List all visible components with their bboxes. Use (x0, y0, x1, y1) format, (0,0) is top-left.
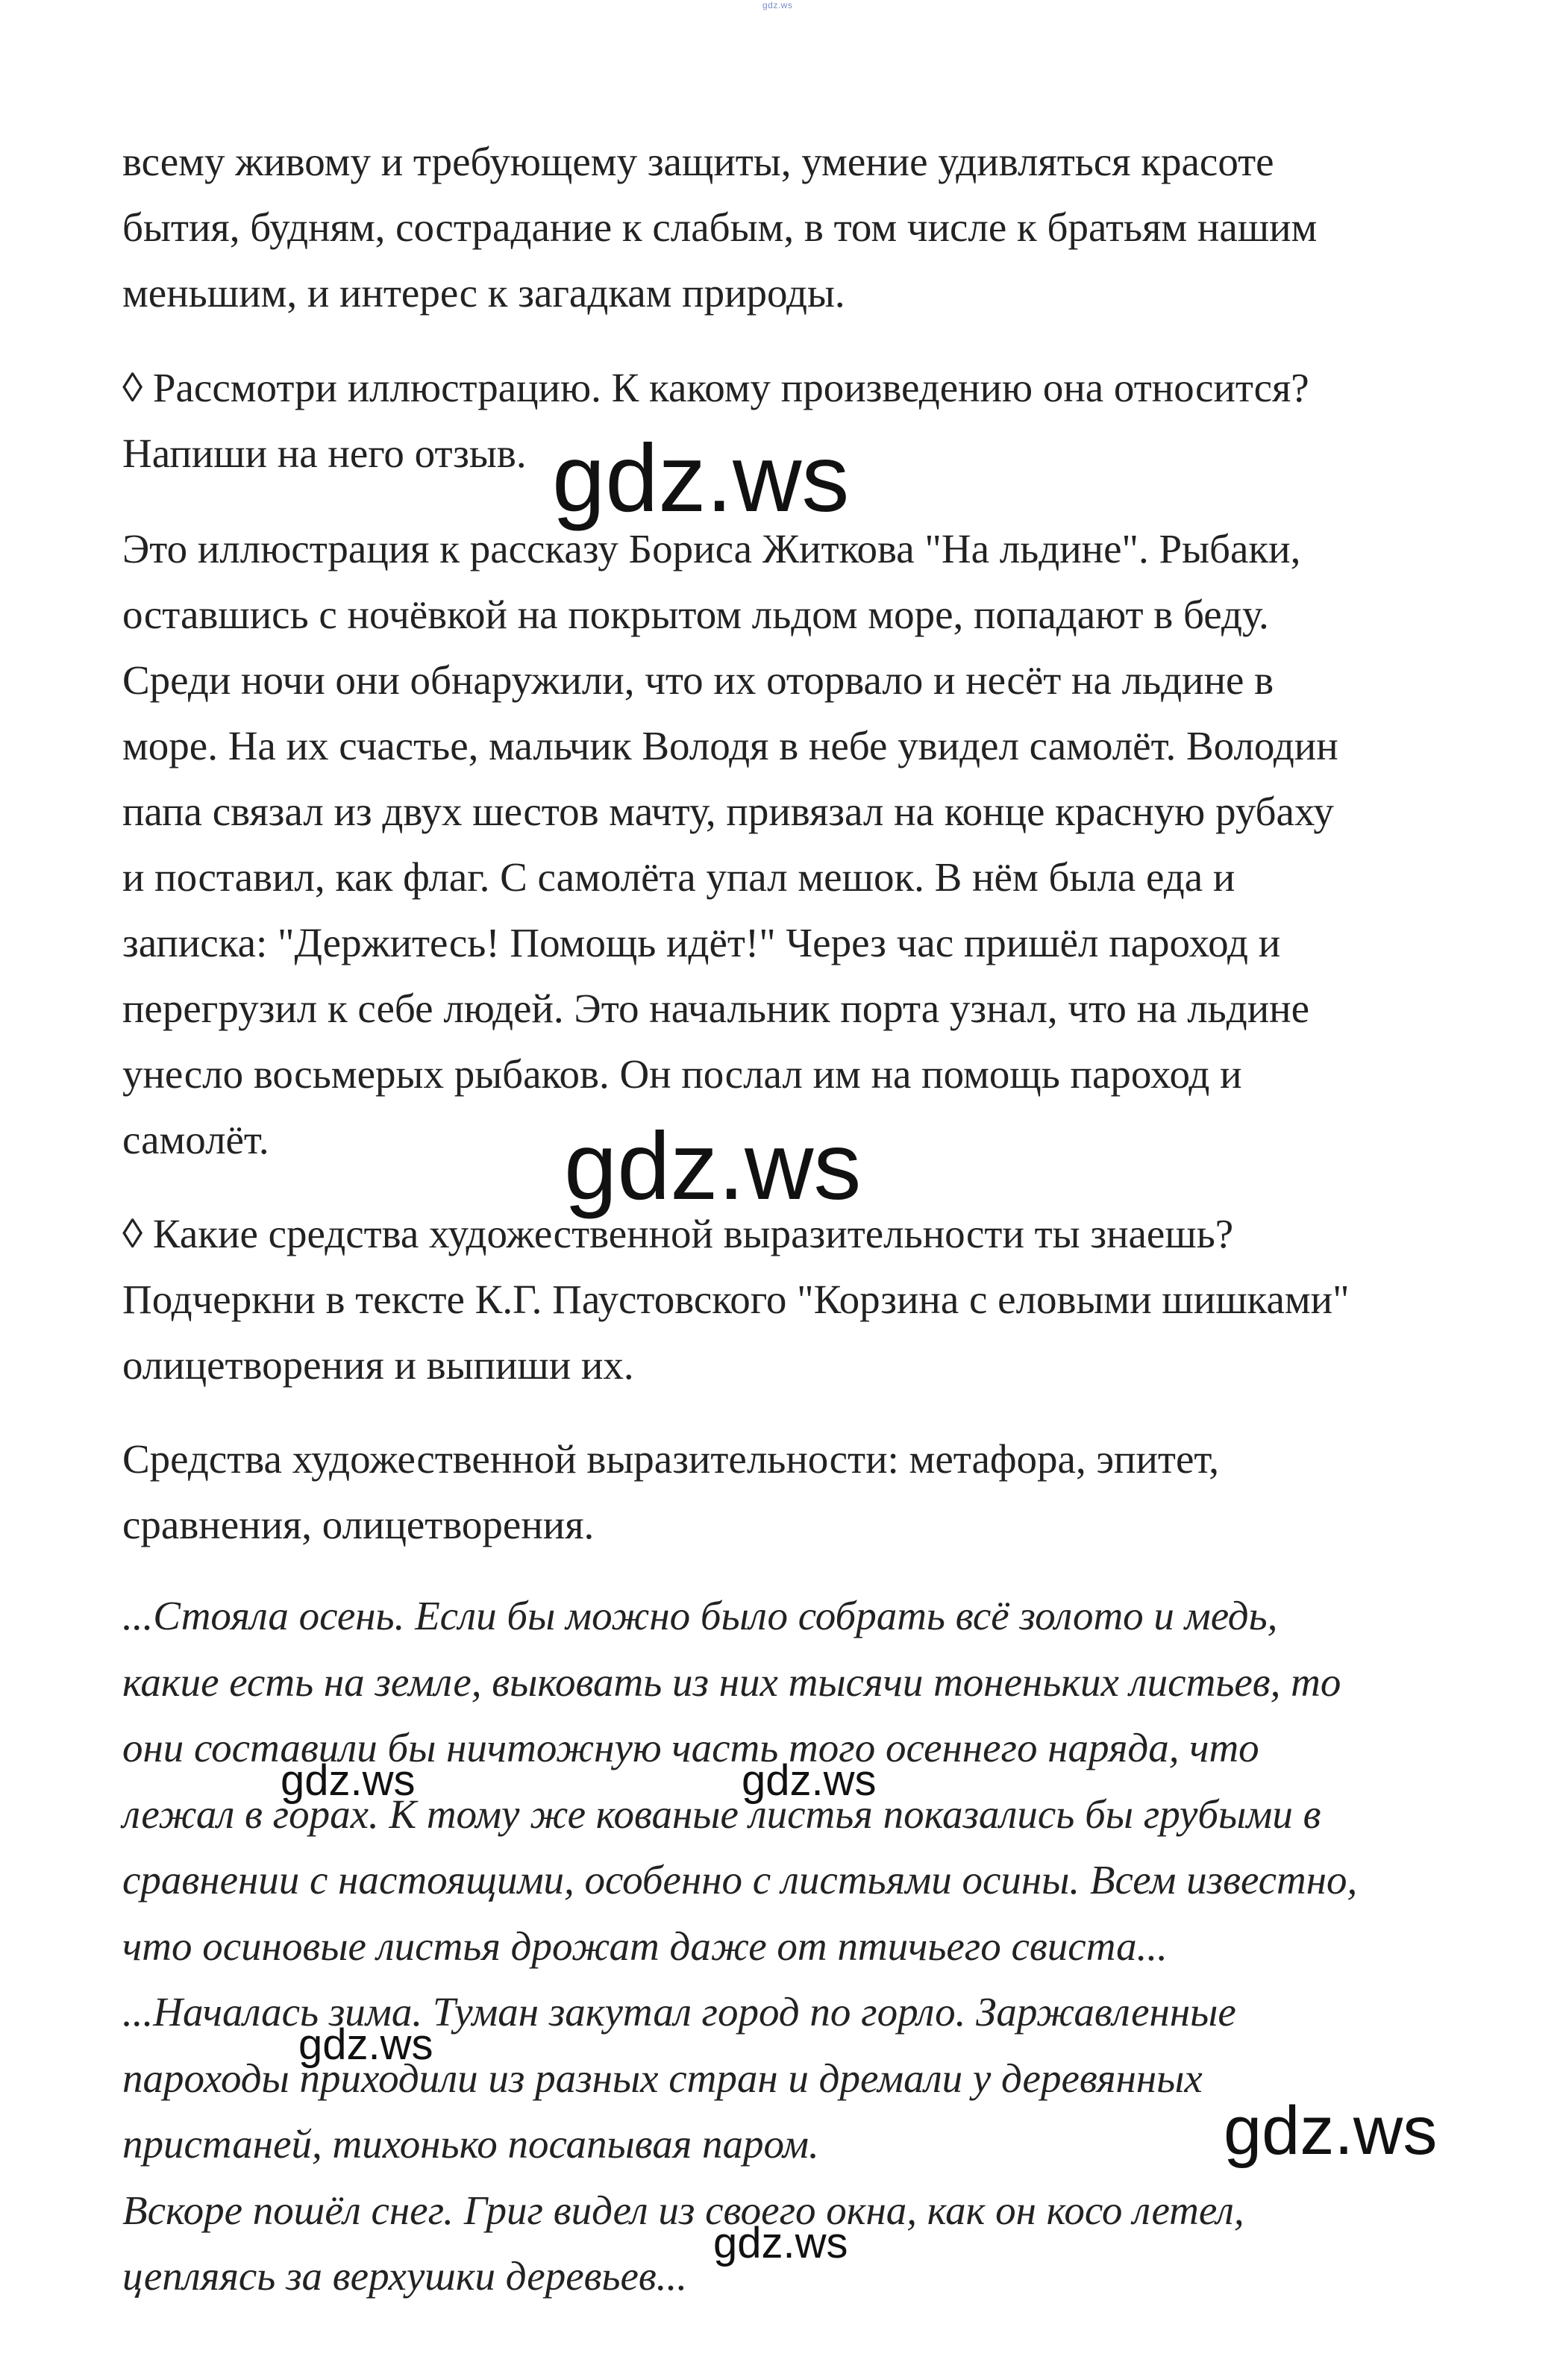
text-line: Среди ночи они обнаружили, что их оторвало и несёт на льдине в (122, 657, 1274, 703)
quote-paustovsky (122, 1583, 1465, 2310)
text-line: оставшись с ночёвкой на покрытом льдом море, попадают в беду. (122, 592, 1269, 637)
quote-line: цепляясь за верхушки деревьев... (122, 2253, 688, 2299)
answer-expressive-means (122, 1427, 1465, 1558)
header-site-mark: gdz.ws (762, 0, 793, 10)
paragraph-intro (122, 129, 1465, 326)
text-line: меньшим, и интерес к загадкам природы. (122, 270, 845, 316)
quote-line: что осиновые листья дрожат даже от птичьего свиста... (122, 1923, 1168, 1969)
text-line: олицетворения и выпиши их. (122, 1342, 634, 1388)
watermark: gdz.ws (742, 1756, 877, 1805)
quote-line: лежал в горах. К тому же кованые листья показались бы грубыми в (122, 1791, 1321, 1837)
text-line: записка: "Держитесь! Помощь идёт!" Через час пришёл пароход и (122, 920, 1281, 965)
text-line: Напиши на него отзыв. (122, 430, 527, 476)
text-line: ◊ Рассмотри иллюстрацию. К какому произведению она относится? (122, 365, 1309, 410)
answer-illustration (122, 516, 1465, 1173)
text-line: Это иллюстрация к рассказу Бориса Житкова "На льдине". Рыбаки, (122, 526, 1301, 571)
text-line: Подчеркни в тексте К.Г. Паустовского "Корзина с еловыми шишками" (122, 1277, 1350, 1322)
text-line: всему живому и требующему защиты, умение удивляться красоте (122, 139, 1274, 184)
text-line: Средства художественной выразительности: метафора, эпитет, (122, 1436, 1220, 1482)
text-line: ◊ Какие средства художественной выразительности ты знаешь? (122, 1211, 1234, 1256)
question-expressive-means (122, 1201, 1465, 1398)
watermark: gdz.ws (552, 425, 850, 532)
text-line: море. На их счастье, мальчик Володя в небе увидел самолёт. Володин (122, 723, 1338, 768)
text-line: папа связал из двух шестов мачту, привязал на конце красную рубаху (122, 789, 1334, 834)
quote-line: пристаней, тихонько посапывая паром. (122, 2121, 819, 2167)
quote-line: какие есть на земле, выковать из них тысячи тоненьких листьев, то (122, 1659, 1341, 1705)
text-line: самолёт. (122, 1117, 269, 1162)
text-line: сравнения, олицетворения. (122, 1502, 595, 1547)
watermark: gdz.ws (281, 1756, 416, 1805)
quote-line: ...Стояла осень. Если бы можно было собрать всё золото и медь, (122, 1593, 1278, 1638)
text-line: и поставил, как флаг. С самолёта упал мешок. В нём была еда и (122, 854, 1235, 900)
quote-line: сравнении с настоящими, особенно с листьями осины. Всем известно, (122, 1857, 1358, 1903)
quote-line: пароходы приходили из разных стран и дремали у деревянных (122, 2055, 1203, 2101)
text-line: унесло восьмерых рыбаков. Он послал им на помощь пароход и (122, 1051, 1242, 1097)
text-line: перегрузил к себе людей. Это начальник порта узнал, что на льдине (122, 986, 1310, 1031)
text-line: бытия, будням, сострадание к слабым, в том числе к братьям нашим (122, 204, 1318, 250)
watermark: gdz.ws (1224, 2093, 1438, 2169)
quote-line: они составили бы ничтожную часть того осеннего наряда, что (122, 1725, 1259, 1770)
quote-line: Вскоре пошёл снег. Григ видел из своего окна, как он косо летел, (122, 2187, 1244, 2233)
watermark: gdz.ws (298, 2020, 433, 2069)
quote-line: ...Началась зима. Туман закутал город по горло. Заржавленные (122, 1989, 1236, 2035)
watermark: gdz.ws (713, 2219, 848, 2267)
watermark: gdz.ws (564, 1113, 862, 1220)
